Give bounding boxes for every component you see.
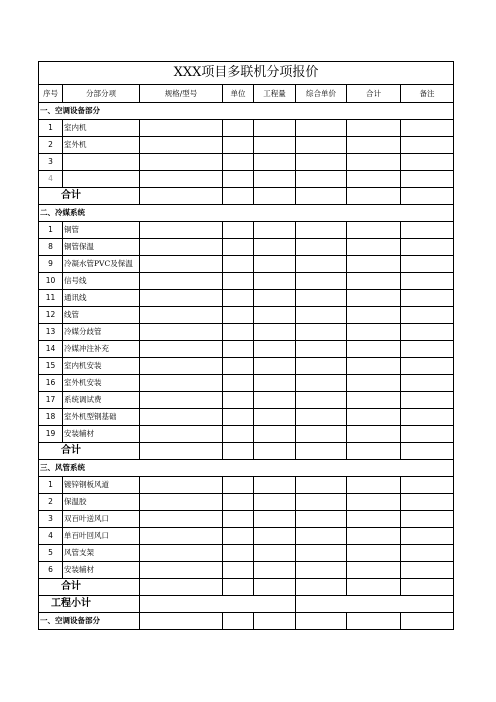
row-number: 11 <box>39 290 63 307</box>
empty-cell <box>347 579 401 596</box>
empty-cell <box>296 188 347 205</box>
section-header-row <box>39 205 454 222</box>
empty-cell <box>223 290 254 307</box>
table-row <box>39 256 454 273</box>
empty-cell <box>223 120 254 137</box>
empty-cell <box>140 273 223 290</box>
item-name: 安装辅材 <box>63 562 140 579</box>
row-number: 1 <box>39 477 63 494</box>
empty-cell <box>223 392 254 409</box>
section-header-row <box>39 613 454 630</box>
empty-cell <box>296 579 347 596</box>
item-name: 双百叶送风口 <box>63 511 140 528</box>
item-name: 通讯线 <box>63 290 140 307</box>
table-row <box>39 222 454 239</box>
item-name: 镀锌钢板风道 <box>63 477 140 494</box>
empty-cell <box>401 375 454 392</box>
row-number: 13 <box>39 324 63 341</box>
empty-cell <box>401 171 454 188</box>
item-name: 风管支架 <box>63 545 140 562</box>
empty-cell <box>401 443 454 460</box>
header-cell: 分部分项 <box>63 85 140 103</box>
empty-cell <box>254 256 296 273</box>
section-title: 一、空调设备部分 <box>39 613 140 630</box>
row-number: 15 <box>39 358 63 375</box>
header-row <box>39 85 454 103</box>
empty-cell <box>347 528 401 545</box>
empty-cell <box>140 154 223 171</box>
empty-cell <box>296 239 347 256</box>
subtotal-merged-cell <box>296 596 454 613</box>
empty-cell <box>254 307 296 324</box>
empty-cell <box>296 358 347 375</box>
empty-cell <box>296 341 347 358</box>
table-row <box>39 273 454 290</box>
empty-cell <box>223 579 254 596</box>
row-number: 17 <box>39 392 63 409</box>
section-header-row <box>39 103 454 120</box>
empty-cell <box>140 358 223 375</box>
total-row <box>39 443 454 460</box>
empty-cell <box>140 562 223 579</box>
empty-cell <box>296 137 347 154</box>
empty-cell <box>223 171 254 188</box>
empty-cell <box>296 120 347 137</box>
item-name: 室外机 <box>63 137 140 154</box>
table-row <box>39 392 454 409</box>
row-number: 6 <box>39 562 63 579</box>
empty-cell <box>140 528 223 545</box>
empty-cell <box>140 171 223 188</box>
empty-cell <box>223 511 254 528</box>
empty-cell <box>347 409 401 426</box>
empty-cell <box>223 426 254 443</box>
empty-cell <box>401 528 454 545</box>
header-cell: 合计 <box>347 85 401 103</box>
total-row <box>39 188 454 205</box>
empty-cell <box>254 137 296 154</box>
total-label: 合计 <box>61 581 81 592</box>
subtotal-row <box>39 596 454 613</box>
item-name: 系统调试费 <box>63 392 140 409</box>
empty-cell <box>296 307 347 324</box>
empty-cell <box>296 256 347 273</box>
empty-cell <box>140 494 223 511</box>
row-number: 14 <box>39 341 63 358</box>
item-name: 铜管 <box>63 222 140 239</box>
empty-cell <box>296 375 347 392</box>
empty-cell <box>347 324 401 341</box>
table-row <box>39 324 454 341</box>
empty-cell <box>347 137 401 154</box>
empty-cell <box>347 273 401 290</box>
empty-cell <box>140 341 223 358</box>
empty-cell <box>223 375 254 392</box>
empty-cell <box>223 341 254 358</box>
empty-cell <box>401 222 454 239</box>
empty-cell <box>401 154 454 171</box>
empty-cell <box>254 426 296 443</box>
empty-cell <box>401 613 454 630</box>
empty-cell <box>347 290 401 307</box>
empty-cell <box>296 273 347 290</box>
table-row <box>39 154 454 171</box>
empty-cell <box>296 528 347 545</box>
empty-cell <box>254 120 296 137</box>
empty-cell <box>401 426 454 443</box>
empty-cell <box>347 358 401 375</box>
empty-cell <box>140 137 223 154</box>
empty-cell <box>254 443 296 460</box>
subtotal-label: 工程小计 <box>51 598 91 609</box>
empty-cell <box>347 256 401 273</box>
section-title: 一、空调设备部分 <box>39 103 454 120</box>
table-row <box>39 290 454 307</box>
empty-cell <box>296 443 347 460</box>
empty-cell <box>347 171 401 188</box>
empty-cell <box>140 222 223 239</box>
table-row <box>39 239 454 256</box>
empty-cell <box>401 511 454 528</box>
header-cell: 综合单价 <box>296 85 347 103</box>
empty-cell <box>140 324 223 341</box>
item-name: 冷媒冲注补充 <box>63 341 140 358</box>
empty-cell <box>254 324 296 341</box>
table-row <box>39 341 454 358</box>
empty-cell <box>401 341 454 358</box>
empty-cell <box>140 426 223 443</box>
row-number: 9 <box>39 256 63 273</box>
empty-cell <box>223 358 254 375</box>
table-row <box>39 409 454 426</box>
empty-cell <box>401 273 454 290</box>
empty-cell <box>254 375 296 392</box>
item-name: 线管 <box>63 307 140 324</box>
row-number: 4 <box>39 528 63 545</box>
item-name: 室外机安装 <box>63 375 140 392</box>
empty-cell <box>140 511 223 528</box>
empty-cell <box>223 562 254 579</box>
quote-table <box>38 61 454 630</box>
empty-cell <box>347 443 401 460</box>
empty-cell <box>223 137 254 154</box>
empty-cell <box>401 120 454 137</box>
empty-cell <box>296 613 347 630</box>
empty-cell <box>401 358 454 375</box>
row-number: 8 <box>39 239 63 256</box>
table-row <box>39 545 454 562</box>
empty-cell <box>223 188 254 205</box>
table-row <box>39 120 454 137</box>
empty-cell <box>347 120 401 137</box>
empty-cell <box>254 545 296 562</box>
empty-cell <box>401 409 454 426</box>
empty-cell <box>347 562 401 579</box>
empty-cell <box>223 239 254 256</box>
empty-cell <box>401 290 454 307</box>
empty-cell <box>254 171 296 188</box>
empty-cell <box>223 324 254 341</box>
header-cell: 备注 <box>401 85 454 103</box>
row-number: 5 <box>39 545 63 562</box>
item-name: 铜管保温 <box>63 239 140 256</box>
empty-cell <box>296 511 347 528</box>
item-name <box>63 154 140 171</box>
empty-cell <box>140 188 223 205</box>
row-number: 19 <box>39 426 63 443</box>
empty-cell <box>401 545 454 562</box>
section-title: 三、风管系统 <box>39 460 454 477</box>
row-number: 18 <box>39 409 63 426</box>
empty-cell <box>296 477 347 494</box>
total-label: 合计 <box>61 445 81 456</box>
empty-cell <box>140 409 223 426</box>
total-cell <box>39 188 140 205</box>
total-row <box>39 579 454 596</box>
item-name <box>63 171 140 188</box>
row-number: 10 <box>39 273 63 290</box>
header-cell: 序号 <box>39 85 63 103</box>
empty-cell <box>140 375 223 392</box>
table-row <box>39 307 454 324</box>
empty-cell <box>140 545 223 562</box>
empty-cell <box>254 341 296 358</box>
empty-cell <box>296 154 347 171</box>
empty-cell <box>401 239 454 256</box>
empty-cell <box>254 392 296 409</box>
row-number: 1 <box>39 120 63 137</box>
table-row <box>39 494 454 511</box>
table-row <box>39 426 454 443</box>
table-row <box>39 375 454 392</box>
empty-cell <box>140 579 223 596</box>
empty-cell <box>347 307 401 324</box>
row-number: 3 <box>39 154 63 171</box>
item-name: 冷凝水管PVC及保温 <box>63 256 140 273</box>
section-header-row <box>39 460 454 477</box>
empty-cell <box>254 154 296 171</box>
empty-cell <box>347 188 401 205</box>
empty-cell <box>223 545 254 562</box>
empty-cell <box>223 307 254 324</box>
item-name: 冷媒分歧管 <box>63 324 140 341</box>
item-name: 保温胶 <box>63 494 140 511</box>
empty-cell <box>296 562 347 579</box>
empty-cell <box>296 494 347 511</box>
empty-cell <box>254 613 296 630</box>
empty-cell <box>140 239 223 256</box>
section-title: 二、冷媒系统 <box>39 205 454 222</box>
empty-cell <box>347 511 401 528</box>
empty-cell <box>401 477 454 494</box>
empty-cell <box>223 443 254 460</box>
empty-cell <box>347 239 401 256</box>
subtotal-cell <box>39 596 140 613</box>
subtotal-merged-cell <box>140 596 296 613</box>
empty-cell <box>254 579 296 596</box>
empty-cell <box>347 426 401 443</box>
empty-cell <box>223 256 254 273</box>
empty-cell <box>401 256 454 273</box>
table-row <box>39 528 454 545</box>
table-row <box>39 511 454 528</box>
empty-cell <box>254 358 296 375</box>
empty-cell <box>223 477 254 494</box>
empty-cell <box>140 307 223 324</box>
table-row <box>39 358 454 375</box>
table-row <box>39 137 454 154</box>
empty-cell <box>347 392 401 409</box>
empty-cell <box>401 392 454 409</box>
empty-cell <box>347 494 401 511</box>
empty-cell <box>254 562 296 579</box>
row-number: 4 <box>39 171 63 188</box>
empty-cell <box>223 613 254 630</box>
quote-sheet <box>38 61 453 630</box>
empty-cell <box>223 409 254 426</box>
empty-cell <box>223 154 254 171</box>
item-name: 室外机型钢基础 <box>63 409 140 426</box>
empty-cell <box>401 188 454 205</box>
row-number: 3 <box>39 511 63 528</box>
table-row <box>39 477 454 494</box>
row-number: 12 <box>39 307 63 324</box>
empty-cell <box>140 613 223 630</box>
empty-cell <box>254 239 296 256</box>
row-number: 16 <box>39 375 63 392</box>
empty-cell <box>347 341 401 358</box>
empty-cell <box>254 222 296 239</box>
empty-cell <box>401 579 454 596</box>
empty-cell <box>296 324 347 341</box>
empty-cell <box>347 613 401 630</box>
empty-cell <box>296 545 347 562</box>
empty-cell <box>254 290 296 307</box>
empty-cell <box>401 137 454 154</box>
empty-cell <box>223 494 254 511</box>
sheet-title: XXX项目多联机分项报价 <box>39 62 454 85</box>
empty-cell <box>140 443 223 460</box>
empty-cell <box>140 256 223 273</box>
header-cell: 规格/型号 <box>140 85 223 103</box>
empty-cell <box>254 273 296 290</box>
empty-cell <box>223 528 254 545</box>
header-cell: 单位 <box>223 85 254 103</box>
empty-cell <box>401 307 454 324</box>
empty-cell <box>254 188 296 205</box>
empty-cell <box>140 120 223 137</box>
empty-cell <box>223 273 254 290</box>
empty-cell <box>296 392 347 409</box>
item-name: 单百叶回风口 <box>63 528 140 545</box>
empty-cell <box>347 154 401 171</box>
empty-cell <box>140 392 223 409</box>
item-name: 室内机安装 <box>63 358 140 375</box>
empty-cell <box>401 562 454 579</box>
empty-cell <box>223 222 254 239</box>
item-name: 安装辅材 <box>63 426 140 443</box>
row-number: 2 <box>39 494 63 511</box>
empty-cell <box>140 290 223 307</box>
empty-cell <box>296 222 347 239</box>
empty-cell <box>254 409 296 426</box>
empty-cell <box>140 477 223 494</box>
total-cell <box>39 443 140 460</box>
empty-cell <box>296 290 347 307</box>
table-row <box>39 171 454 188</box>
header-cell: 工程量 <box>254 85 296 103</box>
row-number: 2 <box>39 137 63 154</box>
row-number: 1 <box>39 222 63 239</box>
empty-cell <box>254 477 296 494</box>
item-name: 信号线 <box>63 273 140 290</box>
empty-cell <box>254 528 296 545</box>
empty-cell <box>296 426 347 443</box>
empty-cell <box>347 375 401 392</box>
empty-cell <box>254 511 296 528</box>
item-name: 室内机 <box>63 120 140 137</box>
empty-cell <box>296 409 347 426</box>
empty-cell <box>401 494 454 511</box>
table-row <box>39 562 454 579</box>
total-cell <box>39 579 140 596</box>
total-label: 合计 <box>61 190 81 201</box>
empty-cell <box>296 171 347 188</box>
empty-cell <box>347 222 401 239</box>
empty-cell <box>401 324 454 341</box>
empty-cell <box>254 494 296 511</box>
empty-cell <box>347 545 401 562</box>
empty-cell <box>347 477 401 494</box>
